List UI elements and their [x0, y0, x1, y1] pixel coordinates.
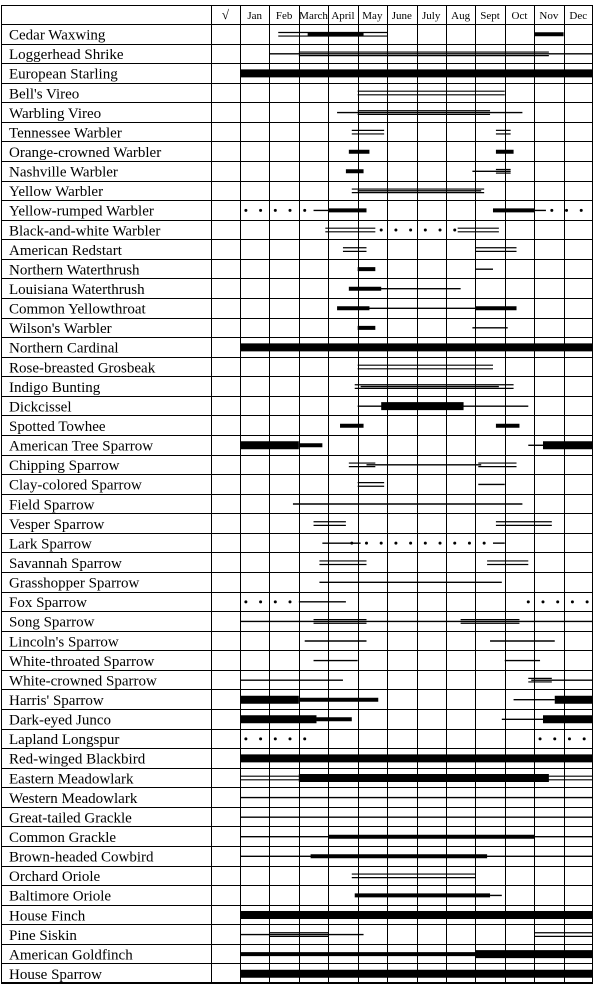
- species-label: Chipping Sparrow: [9, 458, 120, 475]
- occasional-dot: [244, 600, 247, 603]
- species-label: White-crowned Sparrow: [9, 673, 157, 690]
- occasional-dot: [409, 542, 412, 545]
- species-label: Louisiana Waterthrush: [9, 282, 145, 298]
- month-label: Feb: [275, 10, 293, 22]
- occasional-dot: [350, 542, 353, 545]
- occasional-dot: [550, 209, 553, 212]
- occasional-dot: [259, 209, 262, 212]
- month-label: April: [331, 10, 355, 22]
- occasional-dot: [453, 229, 456, 232]
- species-label: Song Sparrow: [9, 614, 95, 631]
- species-label: Bell's Vireo: [9, 86, 80, 103]
- month-label: Dec: [569, 10, 588, 22]
- species-label: Yellow-rumped Warbler: [9, 203, 154, 220]
- species-label: Savannah Sparrow: [9, 556, 122, 572]
- species-label: Orange-crowned Warbler: [9, 145, 162, 161]
- occasional-dot: [289, 600, 292, 603]
- species-label: Field Sparrow: [9, 497, 95, 514]
- occasional-dot: [274, 209, 277, 212]
- header-row: [222, 7, 587, 22]
- month-label: Jan: [247, 10, 263, 22]
- abundance-bars: [240, 32, 593, 973]
- occasional-dot: [244, 209, 247, 212]
- occasional-dot: [571, 600, 574, 603]
- species-label: Baltimore Oriole: [9, 888, 112, 905]
- species-label: Eastern Meadowlark: [9, 771, 134, 788]
- month-label: Nov: [539, 10, 559, 22]
- species-label: Western Meadowlark: [9, 790, 138, 807]
- species-label: White-throated Sparrow: [9, 653, 155, 670]
- species-label: Lark Sparrow: [9, 536, 92, 553]
- species-label: American Goldfinch: [9, 947, 133, 964]
- occasional-dot: [468, 542, 471, 545]
- month-label: Sept: [480, 10, 500, 22]
- species-label: Lapland Longspur: [9, 732, 120, 749]
- species-label: Tennessee Warbler: [9, 125, 122, 142]
- month-label: July: [422, 10, 441, 22]
- species-label: Orchard Oriole: [9, 869, 101, 886]
- occasional-dot: [424, 229, 427, 232]
- species-label: American Redstart: [9, 242, 122, 259]
- species-label: Brown-headed Cowbird: [9, 849, 154, 866]
- species-label: Fox Sparrow: [9, 595, 87, 612]
- month-label: June: [391, 10, 412, 22]
- occasional-dot: [244, 737, 247, 740]
- species-label: Northern Cardinal: [9, 340, 119, 357]
- species-label: Spotted Towhee: [9, 419, 106, 435]
- species-label: Clay-colored Sparrow: [9, 477, 142, 494]
- species-label: Wilson's Warbler: [9, 321, 112, 338]
- occasional-dot: [274, 737, 277, 740]
- month-label: May: [362, 10, 383, 22]
- occasional-dot: [365, 542, 368, 545]
- species-label: Great-tailed Grackle: [9, 810, 132, 827]
- occasional-dot: [586, 600, 589, 603]
- occasional-dot: [583, 737, 586, 740]
- occasional-dot: [527, 600, 530, 603]
- species-label: Harris' Sparrow: [9, 693, 104, 709]
- occasional-dot: [439, 542, 442, 545]
- occasional-dot: [274, 600, 277, 603]
- occasional-dot: [409, 229, 412, 232]
- month-label: March: [299, 10, 328, 22]
- occasional-dot: [424, 542, 427, 545]
- species-label: Rose-breasted Grosbeak: [9, 360, 156, 377]
- species-label: Lincoln's Sparrow: [9, 634, 119, 651]
- occasional-dot: [453, 542, 456, 545]
- occasional-dot: [439, 229, 442, 232]
- species-label: Warbling Vireo: [9, 105, 102, 122]
- occasional-dot: [303, 737, 306, 740]
- species-label: Black-and-white Warbler: [9, 223, 161, 240]
- occasional-dot: [539, 737, 542, 740]
- month-label: Oct: [511, 10, 528, 22]
- species-label: Red-winged Blackbird: [9, 751, 146, 768]
- occasional-dot: [394, 542, 397, 545]
- species-label: Pine Siskin: [9, 927, 77, 944]
- occasional-dot: [541, 600, 544, 603]
- species-label: Dark-eyed Junco: [9, 712, 112, 729]
- occasional-dot: [289, 209, 292, 212]
- occasional-dot: [556, 600, 559, 603]
- occasional-dot: [565, 209, 568, 212]
- species-label: American Tree Sparrow: [9, 438, 154, 455]
- species-label: Loggerhead Shrike: [9, 47, 124, 64]
- species-label: Common Grackle: [9, 830, 117, 846]
- occasional-dot: [259, 600, 262, 603]
- occasional-dot: [394, 229, 397, 232]
- species-label: Northern Waterthrush: [9, 262, 140, 279]
- species-label: European Starling: [9, 66, 118, 83]
- occasional-dot: [303, 209, 306, 212]
- occasional-dot: [580, 209, 583, 212]
- occasional-dot: [380, 542, 383, 545]
- species-label: House Finch: [9, 908, 86, 925]
- occasional-dot: [568, 737, 571, 740]
- species-label: Indigo Bunting: [9, 379, 101, 396]
- occasional-dot: [380, 229, 383, 232]
- species-label: Grasshopper Sparrow: [9, 575, 140, 592]
- occasional-dot: [483, 542, 486, 545]
- occasional-dot: [289, 737, 292, 740]
- species-label: Dickcissel: [9, 399, 72, 416]
- species-label: Common Yellowthroat: [9, 301, 146, 318]
- species-label: House Sparrow: [9, 967, 102, 983]
- check-column-header: √: [221, 7, 230, 22]
- occasional-dot: [553, 737, 556, 740]
- species-label: Vesper Sparrow: [9, 516, 105, 533]
- month-label: Aug: [451, 10, 471, 22]
- species-labels: [9, 28, 161, 983]
- occasional-dot: [259, 737, 262, 740]
- species-label: Yellow Warbler: [9, 184, 104, 201]
- species-label: Cedar Waxwing: [9, 27, 106, 44]
- species-label: Nashville Warbler: [9, 164, 118, 181]
